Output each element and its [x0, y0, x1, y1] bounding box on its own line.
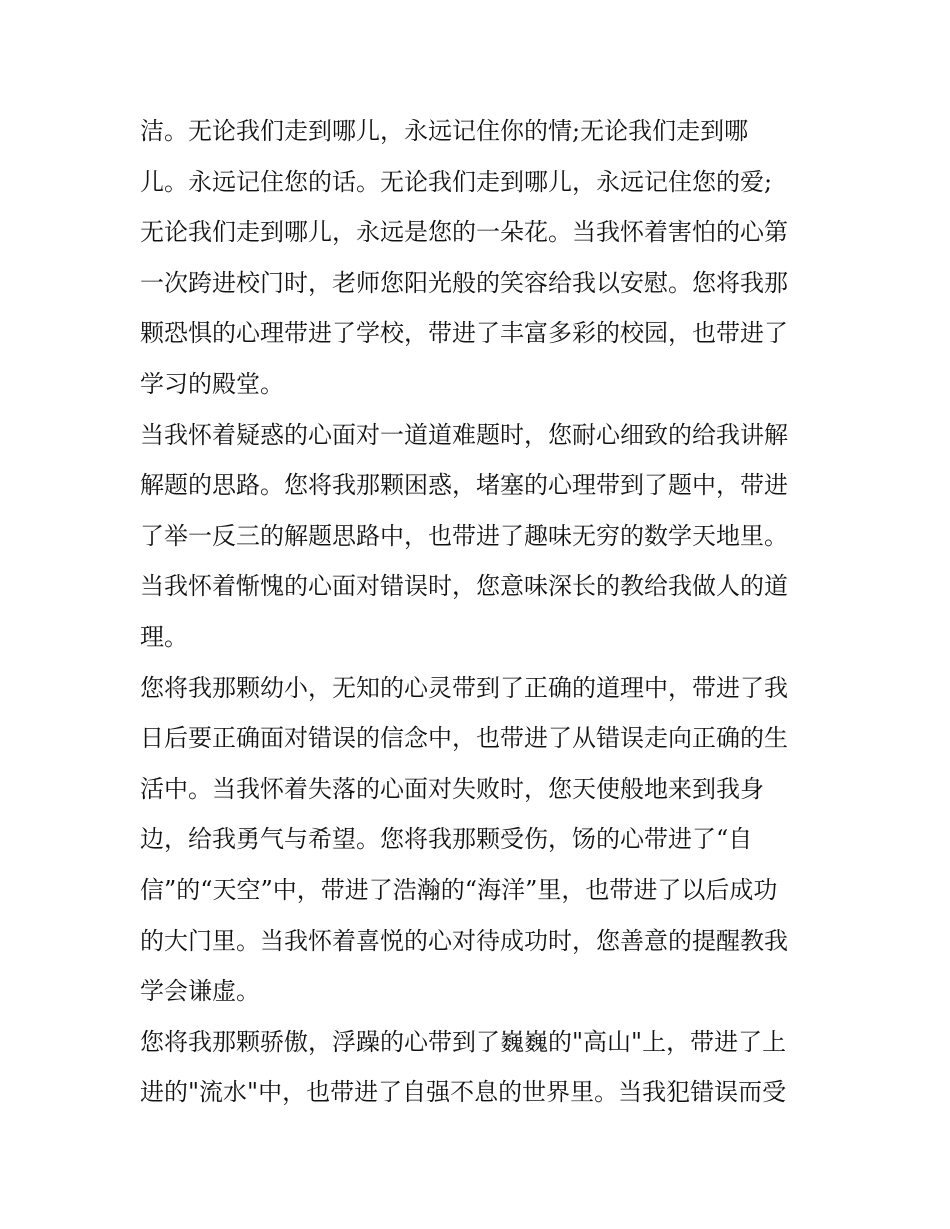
- text-line: 了举一反三的解题思路中，也带进了趣味无穷的数学天地里。: [140, 521, 788, 550]
- text-line: 活中。当我怀着失落的心面对失败时，您天使般地来到我身: [140, 774, 764, 803]
- text-line: 边，给我勇气与希望。您将我那颗受伤，饧的心带进了“自: [140, 825, 753, 854]
- text-line: 儿。永远记住您的话。无论我们走到哪儿，永远记住您的爱;: [140, 167, 773, 196]
- text-line: 日后要正确面对错误的信念中，也带进了从错误走向正确的生: [140, 724, 788, 753]
- text-line: 学会谦虚。: [140, 977, 260, 1006]
- text-line: 进的"流水"中，也带进了自强不息的世界里。当我犯错误而受: [140, 1078, 787, 1107]
- text-line: 信”的“天空”中，带进了浩瀚的“海洋”里，也带进了以后成功: [140, 875, 778, 904]
- text-line: 的大门里。当我怀着喜悦的心对待成功时，您善意的提醒教我: [140, 926, 788, 955]
- text-line: 您将我那颗骄傲，浮躁的心带到了巍巍的"高山"上，带进了上: [140, 1027, 787, 1056]
- text-line: 一次跨进校门时，老师您阳光般的笑容给我以安慰。您将我那: [140, 268, 788, 297]
- text-line: 学习的殿堂。: [140, 369, 284, 398]
- text-line: 颗恐惧的心理带进了学校，带进了丰富多彩的校园，也带进了: [140, 319, 788, 348]
- text-line: 当我怀着疑惑的心面对一道道难题时，您耐心细致的给我讲解: [140, 420, 788, 449]
- text-line: 当我怀着惭愧的心面对错误时，您意味深长的教给我做人的道: [140, 572, 788, 601]
- text-line: 解题的思路。您将我那颗困惑，堵塞的心理带到了题中，带进: [140, 471, 788, 500]
- text-line: 无论我们走到哪儿，永远是您的一朵花。当我怀着害怕的心第: [140, 218, 788, 247]
- text-line: 洁。无论我们走到哪儿，永远记住你的情;无论我们走到哪: [140, 117, 749, 145]
- text-line: 您将我那颗幼小，无知的心灵带到了正确的道理中，带进了我: [140, 673, 788, 702]
- text-line: 理。: [140, 622, 188, 651]
- body-text: [140, 106, 820, 1118]
